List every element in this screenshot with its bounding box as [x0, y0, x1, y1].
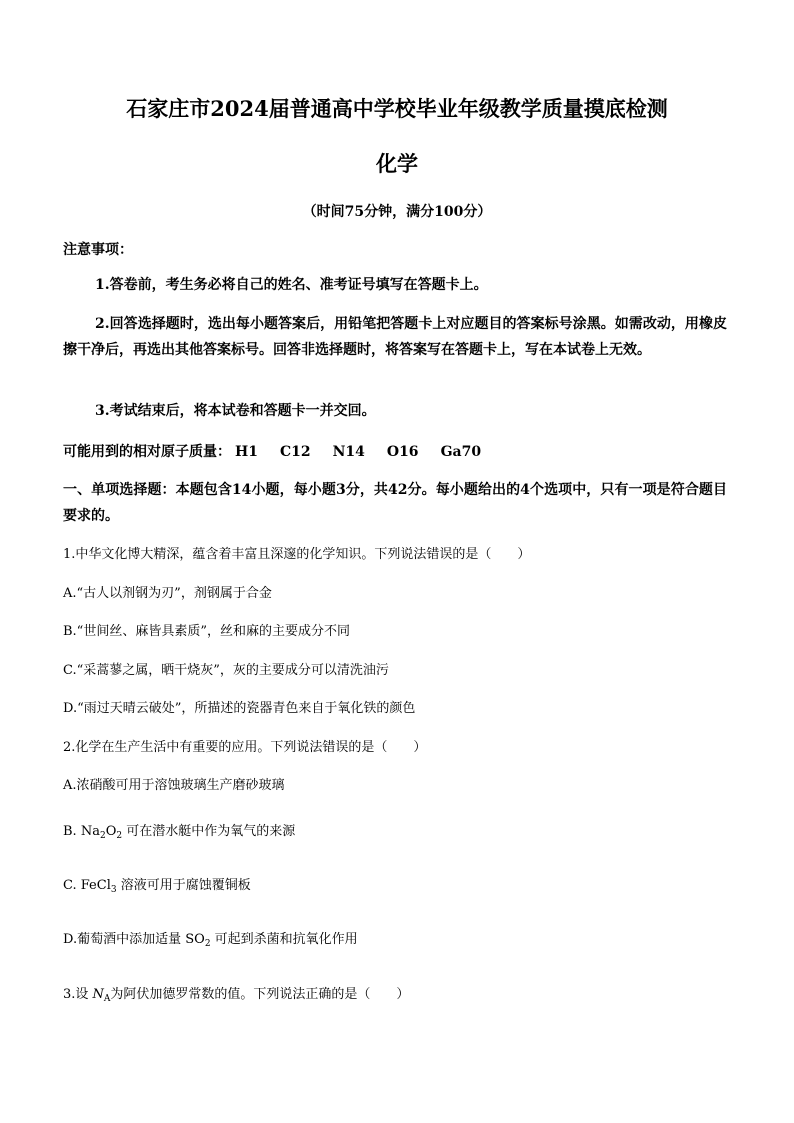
q1-option-b: B.“世间丝、麻皆具素质”，丝和麻的主要成分不同 [63, 624, 350, 639]
q2-d-subscript: 2 [204, 939, 211, 949]
q1-option-c: C.“采蒿蓼之属，晒干烧灰”，灰的主要成分可以清洗油污 [63, 663, 389, 678]
q2-option-b [63, 820, 295, 841]
q2-b-suffix: 可在潜水艇中作为氧气的来源 [122, 824, 296, 839]
note-item-2: 2.回答选择题时，选出每小题答案后，用铅笔把答题卡上对应题目的答案标号涂黑。如需改动，用橡皮擦干净后，再选出其他答案标号。回答非选择题时，将答案写在答题卡上，写在本试卷上无效。 [63, 316, 727, 358]
q1-option-d: D.“雨过天晴云破处”，所描述的瓷器青色来自于氧化铁的颜色 [63, 701, 416, 716]
q3-avogadro-symbol: N [92, 987, 104, 1002]
subject-title: 化学 [376, 151, 418, 176]
q2-b-subscript-2: 2 [116, 831, 123, 841]
q2-b-formula-2: O [105, 824, 117, 839]
q2-option-d [63, 928, 358, 949]
notes-heading: 注意事项： [63, 242, 133, 258]
atomic-mass-h: H1 [235, 444, 258, 460]
atomic-mass-line [63, 441, 503, 461]
q2-d-suffix: 可起到杀菌和抗氧化作用 [210, 932, 358, 947]
q3-stem-suffix: 为阿伏加德罗常数的值。下列说法正确的是（ ） [110, 987, 410, 1002]
q2-c-suffix: 溶液可用于腐蚀覆铜板 [116, 878, 251, 893]
q2-option-a: A.浓硝酸可用于溶蚀玻璃生产磨砂玻璃 [63, 778, 285, 793]
q2-b-prefix: B. [63, 824, 81, 839]
atomic-mass-c: C12 [279, 444, 311, 460]
time-info: （时间75分钟，满分100分） [302, 204, 492, 220]
q2-d-prefix: D.葡萄酒中添加适量 [63, 932, 186, 947]
q2-c-subscript: 3 [110, 885, 117, 895]
q3-stem-prefix: 3.设 [63, 987, 93, 1002]
atomic-mass-ga: Ga70 [440, 444, 482, 460]
q2-c-formula: FeCl [80, 878, 111, 893]
atomic-mass-label: 可能用到的相对原子质量： [63, 444, 231, 460]
note-item-1: 1.答卷前，考生务必将自己的姓名、准考证号填写在答题卡上。 [95, 277, 488, 293]
q1-option-a: A.“古人以剂钢为刃”，剂钢属于合金 [63, 586, 272, 601]
q2-b-subscript: 2 [99, 831, 106, 841]
q2-b-formula: Na [80, 824, 100, 839]
note-item-3: 3.考试结束后，将本试卷和答题卡一并交回。 [95, 403, 376, 419]
atomic-mass-n: N14 [332, 444, 365, 460]
section-heading: 一、单项选择题：本题包含14小题，每小题3分，共42分。每小题给出的4个选项中，只有一项是符合题目要求的。 [63, 482, 727, 524]
q2-c-prefix: C. [63, 878, 81, 893]
q3-avogadro-subscript: A [103, 994, 111, 1004]
atomic-mass-o: O16 [386, 444, 419, 460]
q2-stem: 2.化学在生产生活中有重要的应用。下列说法错误的是（ ） [63, 740, 427, 755]
q2-option-c [63, 874, 251, 895]
q3-stem [63, 983, 409, 1004]
q1-stem: 1.中华文化博大精深，蕴含着丰富且深邃的化学知识。下列说法错误的是（ ） [63, 547, 531, 562]
exam-title: 石家庄市2024届普通高中学校毕业年级教学质量摸底检测 [126, 96, 668, 121]
q2-d-formula: SO [185, 932, 205, 947]
